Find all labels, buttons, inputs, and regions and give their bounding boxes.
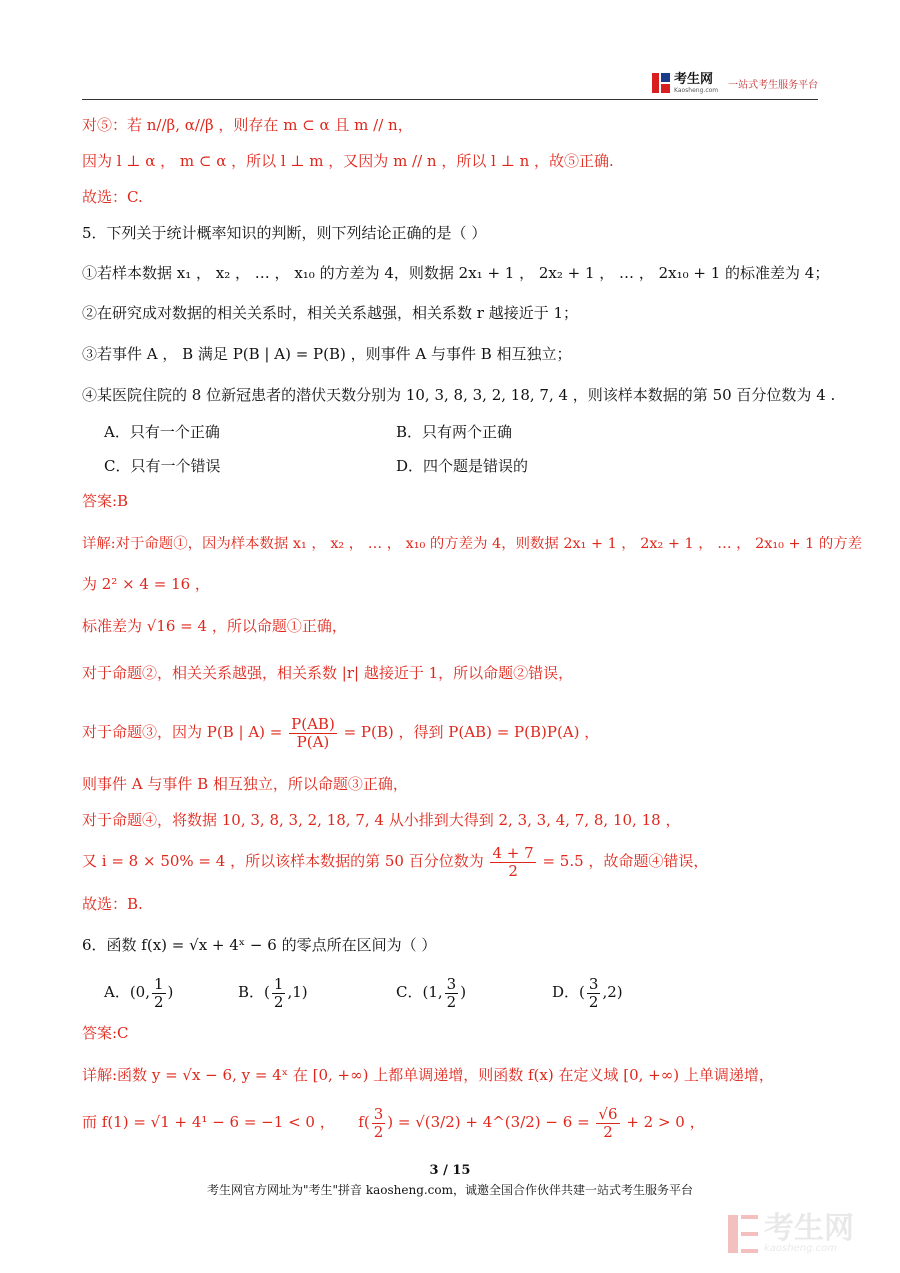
- q5-detail-6: 则事件 A 与事件 B 相互独立，所以命题③正确，: [82, 775, 408, 793]
- fraction-denominator: 2: [588, 992, 599, 1011]
- q5-detail-4: 对于命题②，相关关系越强，相关系数 |r| 越接近于 1，所以命题②错误，: [82, 664, 574, 682]
- header-divider: [82, 99, 818, 100]
- question-5-statement-4: ④某医院住院的 8 位新冠患者的潜伏天数分别为 10, 3, 8, 3, 2, 18, 7, 4 ，则该样本数据的第 50 百分位数为 4 .: [82, 386, 836, 404]
- question-6-stem: 6．函数 f(x) = √x + 4ˣ − 6 的零点所在区间为（ ）: [82, 936, 437, 954]
- q5-option-c: C．只有一个错误: [104, 457, 221, 475]
- q6-option-c-end: ): [460, 983, 467, 1001]
- q6-option-d-label: D．(: [552, 983, 585, 1001]
- fraction-denominator: 2: [603, 1122, 613, 1141]
- question-5-statement-3: ③若事件 A ， B 满足 P(B | A) = P(B) ，则事件 A 与事件 B 相互独立；: [82, 345, 572, 363]
- prev-answer-line-2: 因为 l ⊥ α ， m ⊂ α ，所以 l ⊥ m ，又因为 m // n ，所以 l ⊥ n ，故⑤正确.: [82, 152, 614, 170]
- watermark-cn: 考生网: [764, 1211, 854, 1246]
- q5-conclusion: 故选：B.: [82, 895, 143, 913]
- q5-detail-8: [82, 841, 830, 881]
- q6-option-b: [238, 972, 308, 1012]
- fraction-denominator: 2: [273, 992, 284, 1011]
- watermark-en: kaosheng.com: [764, 1243, 837, 1254]
- q6-option-c-fraction: [445, 974, 459, 1011]
- q6-option-d: [552, 972, 623, 1012]
- q5-option-a: A．只有一个正确: [104, 423, 220, 441]
- q5-detail-2: 为 2² × 4 = 16 ，: [82, 575, 210, 593]
- fraction-numerator: P(AB): [291, 714, 335, 733]
- q5-answer: 答案:B: [82, 492, 129, 510]
- fraction-numerator: 3: [588, 974, 599, 993]
- q5-option-b: B．只有两个正确: [396, 423, 513, 441]
- fraction-denominator: P(A): [296, 732, 330, 751]
- q6-detail-2-b-mid: ) = √(3/2) + 4^(3/2) − 6 =: [387, 1113, 590, 1131]
- fraction-numerator: 3: [373, 1104, 384, 1123]
- question-5-statement-1: ①若样本数据 x₁ ， x₂ ， … ， x₁₀ 的方差为 4，则数据 2x₁ + 1 ， 2x₂ + 1 ， … ， 2x₁₀ + 1 的标准差为 4；: [82, 264, 830, 282]
- q6-detail-2-b-pre: f(: [358, 1113, 370, 1131]
- q6-option-d-end: ,2): [602, 983, 623, 1001]
- q5-detail-5-pre: 对于命题③，因为 P(B | A) =: [82, 723, 283, 741]
- q6-detail-2-fraction-1: [372, 1104, 386, 1141]
- header-logo: [652, 70, 818, 96]
- fraction-denominator: 2: [154, 992, 164, 1011]
- question-5-stem: 5．下列关于统计概率知识的判断，则下列结论正确的是（ ）: [82, 224, 487, 242]
- q6-answer: 答案:C: [82, 1024, 129, 1042]
- q5-detail-8-post: = 5.5 ，故命题④错误，: [542, 852, 709, 870]
- q6-option-a-fraction: [152, 974, 166, 1011]
- header-slogan: 一站式考生服务平台: [728, 79, 819, 91]
- q5-detail-8-fraction: [490, 843, 535, 880]
- q6-option-a-end: ): [167, 983, 174, 1001]
- fraction-denominator: 2: [373, 1122, 384, 1141]
- q5-detail-1: 详解:对于命题①，因为样本数据 x₁ ， x₂ ， … ， x₁₀ 的方差为 4，则数据 2x₁ + 1 ， 2x₂ + 1 ， … ， 2x₁₀ + 1 的方差: [82, 536, 863, 552]
- q5-detail-7: 对于命题④，将数据 10, 3, 8, 3, 2, 18, 7, 4 从小排到大得到 2, 3, 3, 4, 7, 8, 10, 18 ，: [82, 811, 681, 829]
- q6-detail-1: 详解:函数 y = √x − 6, y = 4ˣ 在 [0, +∞) 上都单调递增，则函数 f(x) 在定义域 [0, +∞) 上单调递增，: [82, 1066, 774, 1084]
- fraction-denominator: 2: [508, 861, 518, 880]
- q5-detail-5: [82, 712, 830, 752]
- logo-cn: 考生网: [674, 71, 714, 87]
- logo-text: [674, 73, 718, 94]
- q5-detail-5-fraction: [289, 714, 337, 751]
- q6-option-b-end: ,1): [287, 983, 308, 1001]
- fraction-numerator: √6: [598, 1104, 618, 1123]
- fraction-denominator: 2: [446, 992, 457, 1011]
- fraction-numerator: 1: [154, 974, 164, 993]
- page-number: 3 / 15: [429, 1163, 471, 1178]
- q6-option-c: [396, 972, 466, 1012]
- q6-option-b-fraction: [272, 974, 286, 1011]
- q6-detail-2-fraction-2: [596, 1104, 619, 1141]
- q6-option-d-fraction: [587, 974, 601, 1011]
- q5-detail-8-pre: 又 i = 8 × 50% = 4 ，所以该样本数据的第 50 百分位数为: [82, 852, 484, 870]
- q6-option-c-label: C．(1,: [396, 983, 443, 1001]
- q6-option-b-label: B．(: [238, 983, 270, 1001]
- fraction-numerator: 1: [273, 974, 284, 993]
- q5-detail-3: 标准差为 √16 = 4 ，所以命题①正确，: [82, 617, 347, 635]
- question-5-statement-2: ②在研究成对数据的相关关系时，相关关系越强，相关系数 r 越接近于 1；: [82, 304, 579, 322]
- kaosheng-logo-icon: [652, 73, 670, 93]
- footer-note: 考生网官方网址为"考生"拼音 kaosheng.com，诚邀全国合作伙伴共建一站式考生服务平台: [206, 1183, 694, 1197]
- q5-detail-5-post: = P(B) ，得到 P(AB) = P(B)P(A) ，: [343, 723, 600, 741]
- fraction-numerator: 4 + 7: [492, 843, 534, 862]
- q6-detail-2-a: 而 f(1) = √1 + 4¹ − 6 = −1 < 0 ，: [82, 1113, 335, 1131]
- fraction-numerator: 3: [446, 974, 457, 993]
- q6-detail-2: [82, 1102, 830, 1142]
- logo-en: Kaosheng.com: [674, 86, 719, 94]
- q6-option-a: [104, 972, 173, 1012]
- watermark: [728, 1208, 878, 1260]
- watermark-logo-icon: [728, 1215, 758, 1253]
- q6-detail-2-b-post: + 2 > 0 ，: [626, 1113, 705, 1131]
- q5-option-d: D．四个题是错误的: [396, 457, 529, 475]
- q6-option-a-label: A．(0,: [104, 983, 150, 1001]
- prev-answer-conclusion: 故选：C.: [82, 188, 143, 206]
- prev-answer-line-1: 对⑤：若 n//β, α//β ，则存在 m ⊂ α 且 m // n，: [82, 116, 413, 134]
